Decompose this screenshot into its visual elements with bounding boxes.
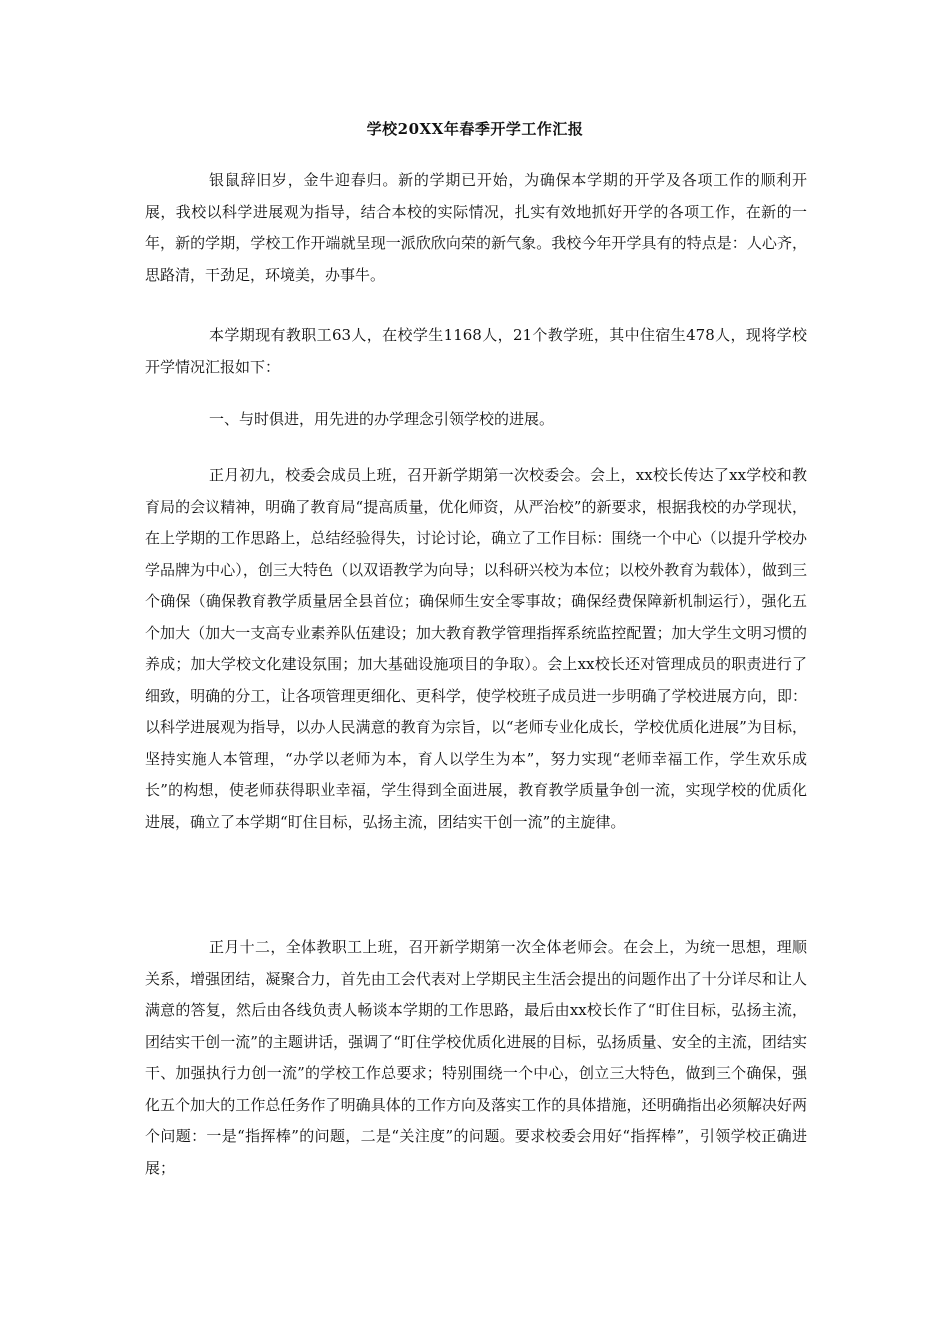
section-heading-1: 一、与时俱进，用先进的办学理念引领学校的进展。 [209, 410, 555, 428]
paragraph-first-meeting: 正月初九，校委会成员上班，召开新学期第一次校委会。会上，xx校长传达了xx学校和教育局的会议精神，明确了教育局“提高质量，优化师资，从严治校”的新要求，根据我校的办学现状，在上学期的工作思路上，总结经验得失，讨论讨论，确立了工作目标：围绕一个中心（以提升学校办学品牌为中心），创三大特色（以双语教学为向导；以科研兴校为本位；以校外教育为载体），做到三个确保（确保教育教学质量居全县首位；确保师生安全零事故；确保经费保障新机制运行），强化五个加大（加大一支高专业素养队伍建设；加大教育教学管理指挥系统监控配置；加大学生文明习惯的养成；加大学校文化建设氛围；加大基础设施项目的争取）。会上xx校长还对管理成员的职责进行了细致，明确的分工，让各项管理更细化、更科学，使学校班子成员进一步明确了学校进展方向，即：以科学进展观为指导，以办人民满意的教育为宗旨，以“老师专业化成长，学校优质化进展”为目标，坚持实施人本管理，“办学以老师为本，育人以学生为本”，努力实现“老师幸福工作，学生欢乐成长”的构想，使老师获得职业幸福，学生得到全面进展，教育教学质量争创一流，实现学校的优质化进展，确立了本学期“盯住目标，弘扬主流，团结实干创一流”的主旋律。 [145, 466, 807, 831]
paragraph-staff-stats: 本学期现有教职工63人，在校学生1168人，21个教学班，其中住宿生478人，现将学校开学情况汇报如下： [145, 326, 807, 376]
paragraph-intro: 银鼠辞旧岁，金牛迎春归。新的学期已开始，为确保本学期的开学及各项工作的顺利开展，我校以科学进展观为指导，结合本校的实际情况，扎实有效地抓好开学的各项工作，在新的一年，新的学期，学校工作开端就呈现一派欣欣向荣的新气象。我校今年开学具有的特点是：人心齐，思路清，干劲足，环境美，办事牛。 [145, 171, 807, 284]
document-title: 学校20XX年春季开学工作汇报 [366, 120, 584, 138]
paragraph-staff-meeting: 正月十二，全体教职工上班，召开新学期第一次全体老师会。在会上，为统一思想，理顺关系，增强团结，凝聚合力，首先由工会代表对上学期民主生活会提出的问题作出了十分详尽和让人满意的答复，然后由各线负责人畅谈本学期的工作思路，最后由xx校长作了“盯住目标，弘扬主流，团结实干创一流”的主题讲话，强调了“盯住学校优质化进展的目标，弘扬质量、安全的主流，团结实干、加强执行力创一流”的学校工作总要求；特别围绕一个中心，创立三大特色，做到三个确保，强化五个加大的工作总任务作了明确具体的工作方向及落实工作的具体措施，还明确指出必须解决好两个问题：一是“指挥棒”的问题，二是“关注度”的问题。要求校委会用好“指挥棒”，引领学校正确进展； [145, 938, 807, 1177]
